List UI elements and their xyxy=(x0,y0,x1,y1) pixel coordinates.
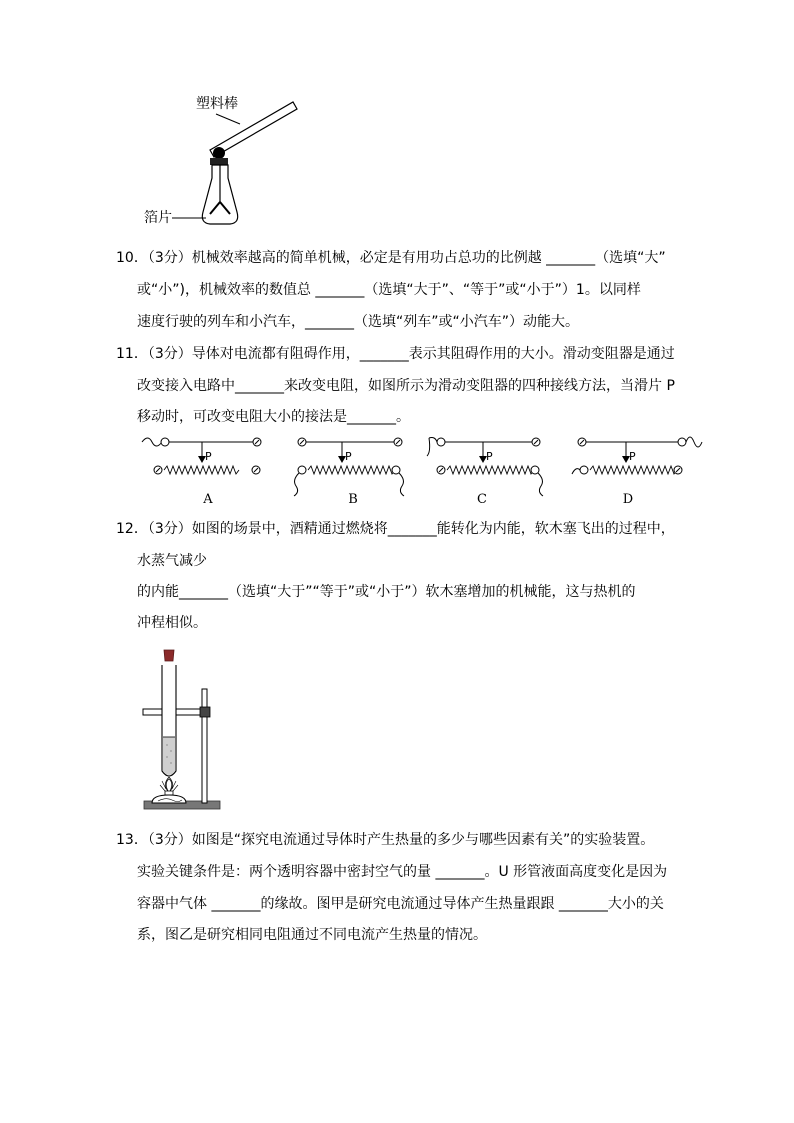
q10-line-3: 速度行驶的列车和小汽车，_______（选填“列车”或“小汽车”）动能大。 xyxy=(137,314,580,330)
slider-label-c: P xyxy=(486,450,493,463)
q13-line-1: 13．（3分）如图是“探究电流通过导体时产生热量的多少与哪些因素有关”的实验装置。 xyxy=(116,832,655,848)
q12-line-3: 的内能_______（选填“大于”“等于”或“小于”）软木塞增加的机械能，这与热机的 xyxy=(137,584,636,600)
option-label-a: A xyxy=(203,492,213,507)
rheostat-figure xyxy=(140,430,710,515)
rheostat-option-d xyxy=(570,430,710,515)
q10-line-2: 或“小”)，机械效率的数值总 _______（选填“大于”、“等于”或“小于”）1。以同样 xyxy=(137,282,641,298)
electroscope-figure xyxy=(130,90,330,240)
q13-line-3: 容器中气体 _______的缘故。图甲是研究电流通过导体产生热量跟跟 _______大小的关 xyxy=(137,896,664,912)
slider-label-a: P xyxy=(205,450,212,463)
q13-line-2: 实验关键条件是：两个透明容器中密封空气的量 _______。U 形管液面高度变化是因为 xyxy=(137,864,668,880)
option-label-d: D xyxy=(622,492,634,507)
rheostat-a-drawing xyxy=(140,430,270,490)
slider-label-b: P xyxy=(345,450,352,463)
rheostat-b-drawing xyxy=(290,430,420,500)
option-label-b: B xyxy=(348,492,358,507)
q11-line-2: 改变接入电路中_______来改变电阻，如图所示为滑动变阻器的四种接线方法，当滑片 P xyxy=(137,378,675,394)
q10-line-1: 10．（3分）机械效率越高的简单机械，必定是有用功占总功的比例越 _______（选填“大” xyxy=(116,250,666,266)
slider-label-d: P xyxy=(629,450,636,463)
q11-line-3: 移动时，可改变电阻大小的接法是_______。 xyxy=(137,409,410,425)
plastic-rod-label: 塑料棒 xyxy=(196,96,238,112)
test-tube-drawing xyxy=(138,645,228,815)
rheostat-c-drawing xyxy=(425,430,560,500)
rheostat-option-a xyxy=(140,430,270,515)
rheostat-d-drawing xyxy=(570,430,710,490)
q12-line-1: 12．（3分）如图的场景中，酒精通过燃烧将_______能转化为内能，软木塞飞出的过程中， xyxy=(116,521,675,537)
q12-line-2: 水蒸气减少 xyxy=(137,553,207,569)
option-label-c: C xyxy=(477,492,487,507)
test-tube-figure xyxy=(138,645,228,815)
foil-label: 箔片 xyxy=(144,210,172,226)
rheostat-option-c xyxy=(425,430,560,515)
q11-line-1: 11．（3分）导体对电流都有阻碍作用，_______表示其阻碍作用的大小。滑动变阻器是通过 xyxy=(116,346,675,362)
rheostat-option-b xyxy=(290,430,420,515)
q13-line-4: 系，图乙是研究相同电阻通过不同电流产生热量的情况。 xyxy=(137,927,487,943)
q12-line-4: 冲程相似。 xyxy=(137,615,207,631)
electroscope-drawing xyxy=(130,90,330,240)
